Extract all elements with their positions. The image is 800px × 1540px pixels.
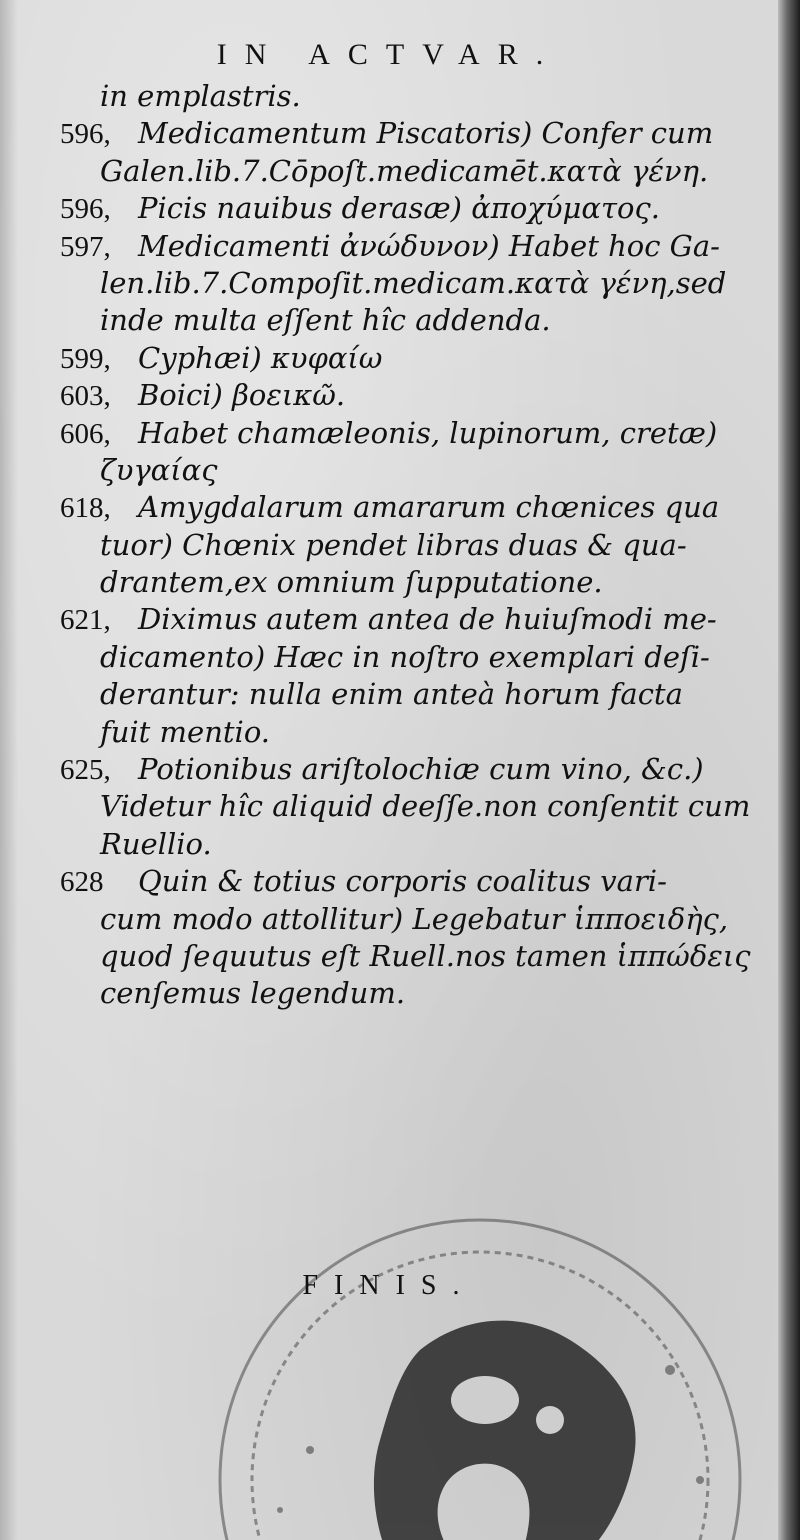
gutter-shadow	[0, 0, 18, 1540]
text-line	[60, 415, 750, 452]
text-line	[60, 601, 750, 638]
annotation-line-text: Galen.lib.7.Cōpoſt.medicamēt.κατὰ γένη.	[100, 153, 709, 188]
text-line	[60, 228, 750, 265]
text-line	[60, 975, 750, 1012]
annotation-line-text: in emplastris.	[100, 79, 301, 113]
page-reference-number: 597,	[60, 230, 111, 263]
annotation-line-text: fuit mentio.	[100, 714, 270, 749]
text-line	[60, 901, 750, 938]
annotation-line-text: cenſemus legendum.	[100, 976, 406, 1011]
annotation-line-text: Picis nauibus derasæ) ἀποχύματος.	[138, 191, 660, 226]
annotation-line-text: Ruellio.	[100, 826, 212, 861]
text-line	[60, 751, 750, 788]
text-line	[60, 190, 750, 227]
annotation-line-text: Quin & totius corporis coalitus vari-	[138, 864, 667, 899]
annotation-line-text: tuor) Chœnix pendet libras duas & qua-	[100, 527, 687, 562]
annotation-line-text: Potionibus ariſtolochiæ cum vino, &c.)	[138, 752, 704, 787]
annotation-line-text: Habet chamæleonis, lupinorum, cretæ)	[138, 415, 718, 450]
page-reference-number: 628	[60, 866, 104, 899]
text-line	[60, 340, 750, 377]
annotation-line-text: Medicamenti ἀνώδυνον) Habet hoc Ga-	[138, 228, 720, 263]
page-reference-number: 603,	[60, 380, 111, 413]
annotation-line-text: inde multa eſſent hîc addenda.	[100, 303, 551, 338]
annotation-line-text: cum modo attollitur) Legebatur ἱπποειδὴς,	[100, 901, 729, 936]
page-reference-number: 596,	[60, 193, 111, 226]
library-stamp	[190, 1150, 750, 1540]
text-line	[60, 788, 750, 825]
text-line	[60, 377, 750, 414]
page-edge	[778, 0, 800, 1540]
text-line	[60, 714, 750, 751]
text-line	[60, 153, 750, 190]
annotation-line-text: Amygdalarum amararum chœnices qua	[138, 490, 720, 525]
text-line	[60, 489, 750, 526]
page-reference-number: 621,	[60, 604, 111, 637]
text-line	[60, 115, 750, 152]
annotation-line-text: Cyphæi) κυφαίω	[138, 340, 383, 375]
annotation-line-text: Videtur hîc aliquid deeſſe.non conſentit cum	[100, 789, 751, 824]
text-line	[60, 863, 750, 900]
annotation-line-text: Medicamentum Piscatoris) Confer cum	[138, 116, 714, 151]
text-line	[60, 938, 750, 975]
annotation-line-text: ζυγαίας	[100, 452, 218, 487]
annotation-line-text: quod ſequutus eſt Ruell.nos tamen ἱππώδεις	[100, 938, 751, 973]
annotation-line-text: Diximus autem antea de huiuſmodi me-	[138, 602, 717, 637]
text-line	[60, 265, 750, 302]
text-line	[60, 78, 750, 115]
annotation-line-text: derantur: nulla enim anteà horum facta	[100, 677, 683, 712]
page-reference-number: 599,	[60, 342, 111, 375]
page-reference-number: 606,	[60, 417, 111, 450]
text-line	[60, 452, 750, 489]
finis-label: FINIS.	[302, 1270, 476, 1301]
page-reference-number: 625,	[60, 754, 111, 787]
annotation-line-text: dicamento) Hæc in noſtro exemplari deſi-	[100, 639, 710, 674]
page-reference-number: 596,	[60, 118, 111, 151]
annotation-line-text: Boici) βοεικῶ.	[138, 378, 346, 413]
annotation-text	[60, 78, 750, 1013]
text-line	[60, 826, 750, 863]
text-line	[60, 676, 750, 713]
text-line	[60, 527, 750, 564]
text-line	[60, 564, 750, 601]
text-line	[60, 639, 750, 676]
running-head: IN ACTVAR.	[216, 38, 562, 71]
annotation-line-text: len.lib.7.Compoſit.medicam.κατὰ γένη,sed	[100, 265, 727, 300]
page-reference-number: 618,	[60, 492, 111, 525]
text-line	[60, 302, 750, 339]
annotation-line-text: drantem,ex omnium ſupputatione.	[100, 565, 603, 600]
